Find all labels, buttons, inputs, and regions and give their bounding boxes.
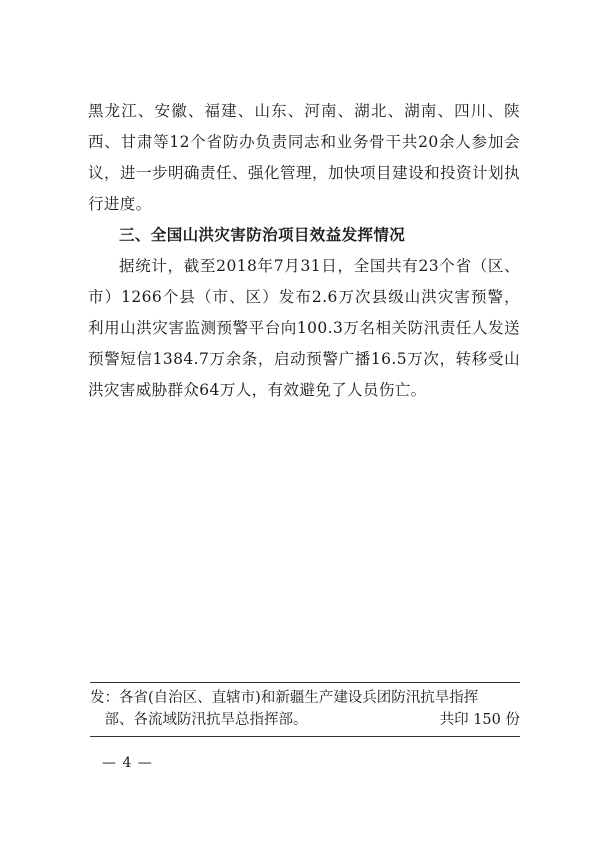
paragraph-statistics: 据统计，截至2018年7月31日，全国共有23个省（区、市）1266个县（市、区）发布2.6万次县级山洪灾害预警，利用山洪灾害监测预警平台向100.3万名相关防汛责任人发送预警短信1384.7万余条，启动预警广播16.5万次，转移受山洪灾害威胁群众64万人，有效避免了人员伤亡。 [88,257,520,399]
paragraph-continuation: 黑龙江、安徽、福建、山东、河南、湖北、湖南、四川、陕西、甘肃等12个省防办负责同志和业务骨干共20余人参加会议，进一步明确责任、强化管理，加快项目建设和投资计划执行进度。 [88,102,520,213]
distribution-block [90,682,520,737]
distribution-recipients-line2: 部、各流域防汛抗旱总指挥部。 [104,712,308,728]
document-body [88,96,520,406]
page-number: — 4 — [102,755,153,771]
section-heading: 三、全国山洪灾害防治项目效益发挥情况 [119,226,406,244]
distribution-recipients-cont [90,709,520,731]
print-copies: 共印 150 份 [439,712,520,728]
distribution-recipients: 发：各省(自治区、直辖市)和新疆生产建设兵团防汛抗旱指挥 [90,690,479,706]
